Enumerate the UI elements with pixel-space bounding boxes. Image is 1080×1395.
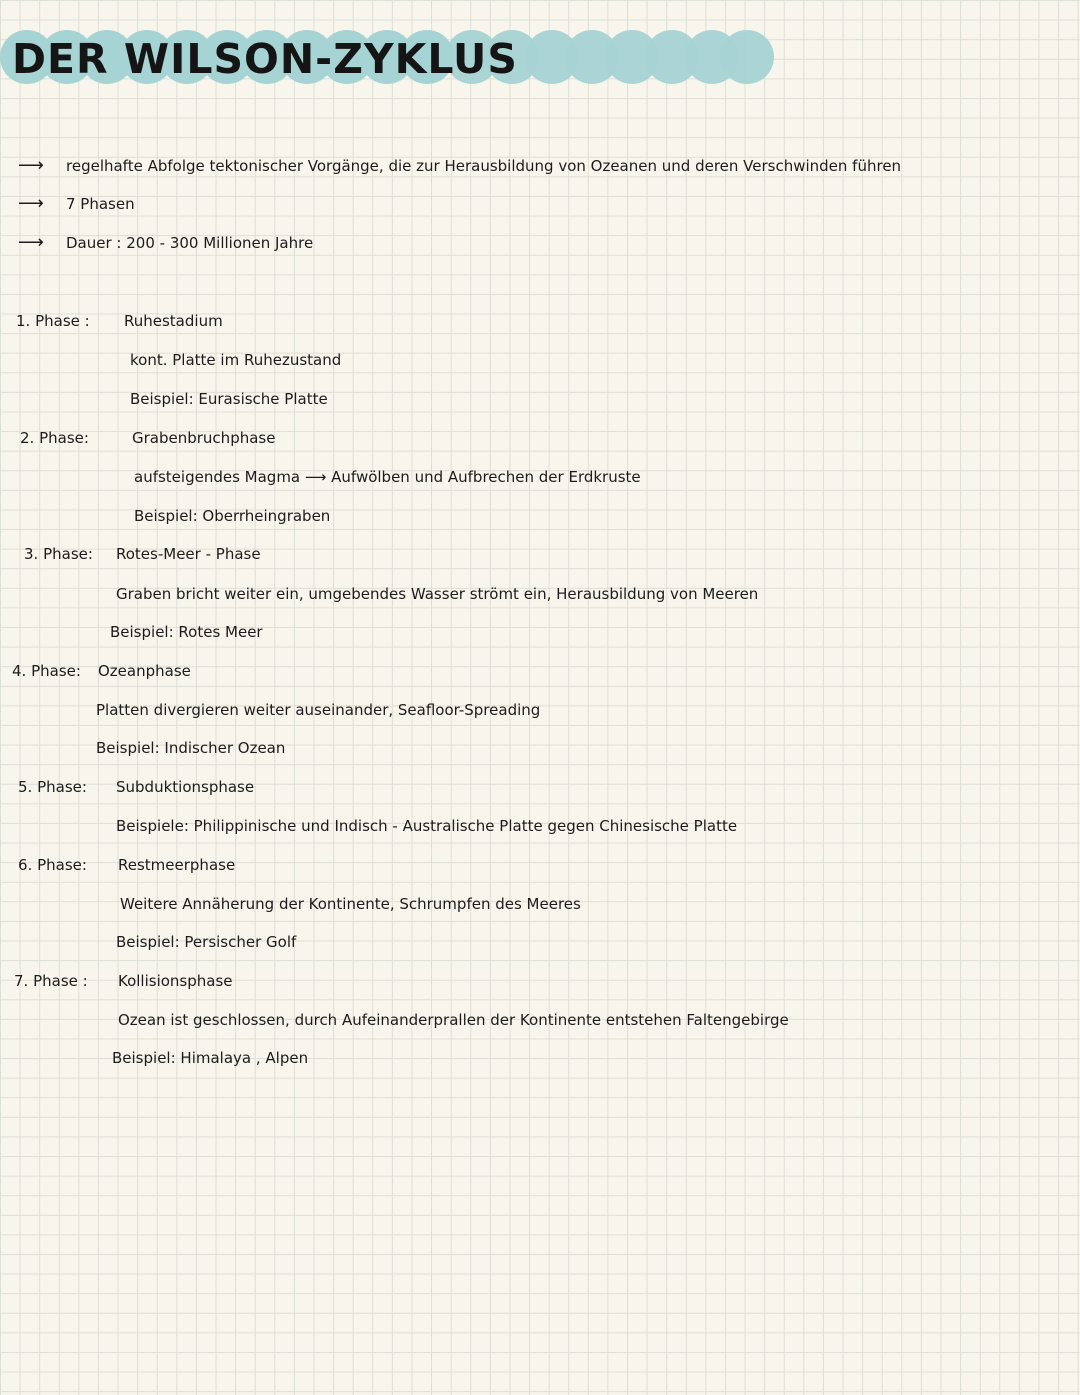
phase-1-heading <box>16 311 223 331</box>
phase-5-number: 5. Phase: <box>18 778 87 796</box>
phase-1-name: Ruhestadium <box>124 312 223 330</box>
phase-3-description: Graben bricht weiter ein, umgebendes Wasser strömt ein, Herausbildung von Meeren <box>116 585 759 603</box>
intro-line-duration <box>18 233 313 253</box>
phase-4-heading <box>12 661 191 681</box>
phase-6-description: Weitere Annäherung der Kontinente, Schrumpfen des Meeres <box>120 895 581 913</box>
phase-2-heading <box>20 428 275 448</box>
phase-6-heading <box>18 855 235 875</box>
phase-7-example: Beispiel: Himalaya , Alpen <box>112 1049 309 1067</box>
phase-4-number: 4. Phase: <box>12 662 81 680</box>
phase-4-example: Beispiel: Indischer Ozean <box>96 739 286 757</box>
phase-6-number: 6. Phase: <box>18 856 87 874</box>
phase-3-example: Beispiel: Rotes Meer <box>110 623 263 641</box>
phase-6-example: Beispiel: Persischer Golf <box>116 933 297 951</box>
phase-2-example: Beispiel: Oberrheingraben <box>134 507 331 525</box>
phase-5-heading <box>18 777 254 797</box>
phase-7-heading <box>14 971 233 991</box>
page-title: DER WILSON-ZYKLUS <box>12 35 518 83</box>
phase-3-heading <box>24 544 261 564</box>
phase-4-description: Platten divergieren weiter auseinander, Seafloor-Spreading <box>96 701 541 719</box>
phase-7-name: Kollisionsphase <box>118 972 233 990</box>
phase-1-description: kont. Platte im Ruhezustand <box>130 351 342 369</box>
phase-3-number: 3. Phase: <box>24 545 93 563</box>
teal-circle-decoration <box>720 30 774 84</box>
phase-5-name: Subduktionsphase <box>116 778 255 796</box>
phase-6-name: Restmeerphase <box>118 856 236 874</box>
intro-line-definition <box>18 156 901 176</box>
phase-4-name: Ozeanphase <box>98 662 191 680</box>
phase-1-number: 1. Phase : <box>16 312 90 330</box>
phase-5-example: Beispiele: Philippinische und Indisch - Australische Platte gegen Chinesische Platte <box>116 817 738 835</box>
phase-7-number: 7. Phase : <box>14 972 88 990</box>
intro-duration-text: Dauer : 200 - 300 Millionen Jahre <box>66 234 314 252</box>
phase-2-number: 2. Phase: <box>20 429 89 447</box>
intro-line-phase-count <box>18 194 135 214</box>
phase-7-description: Ozean ist geschlossen, durch Aufeinanderprallen der Kontinente entstehen Faltengebirge <box>118 1011 789 1029</box>
phase-2-name: Grabenbruchphase <box>132 429 276 447</box>
phase-3-name: Rotes-Meer - Phase <box>116 545 261 563</box>
phase-1-example: Beispiel: Eurasische Platte <box>130 390 328 408</box>
intro-definition-text: regelhafte Abfolge tektonischer Vorgänge, die zur Herausbildung von Ozeanen und deren Verschwinden führen <box>66 157 902 175</box>
intro-phase-count-text: 7 Phasen <box>66 195 135 213</box>
arrow-right-icon: ⟶ <box>18 193 44 214</box>
phase-2-description: aufsteigendes Magma ⟶ Aufwölben und Aufbrechen der Erdkruste <box>134 468 641 486</box>
arrow-right-icon: ⟶ <box>18 232 44 253</box>
arrow-right-icon: ⟶ <box>18 155 44 176</box>
